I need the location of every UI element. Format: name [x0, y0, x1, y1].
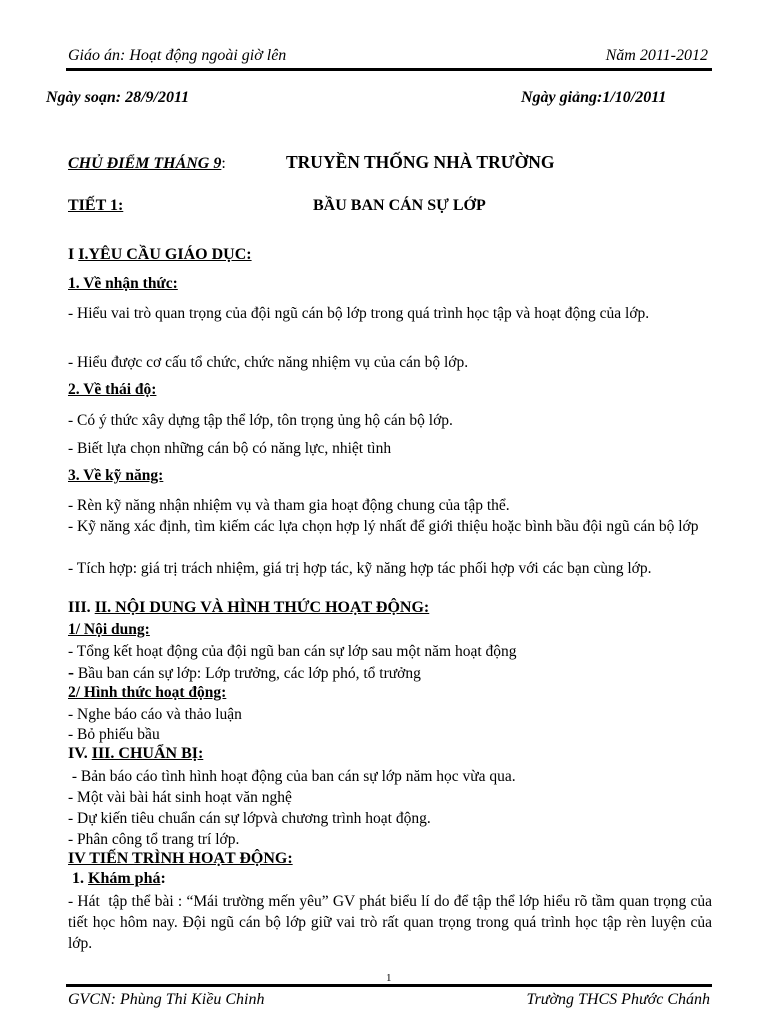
theme-title: TRUYỀN THỐNG NHÀ TRƯỜNG: [286, 152, 555, 172]
content-title: 1/ Nội dung:: [68, 621, 150, 638]
content-line-2: [68, 662, 712, 684]
form-title: 2/ Hình thức hoạt động:: [68, 684, 227, 701]
section2-title: II. NỘI DUNG VÀ HÌNH THỨC HOẠT ĐỘNG:: [94, 599, 430, 616]
section1-title: I.YÊU CẦU GIÁO DỤC:: [78, 246, 252, 263]
form-line-1: - Nghe báo cáo và thảo luận: [68, 706, 242, 723]
footer-right: Trường THCS Phước Chánh: [526, 991, 710, 1008]
footer-left: GVCN: Phùng Thi Kiều Chinh: [68, 991, 265, 1008]
sub2-line-1: - Có ý thức xây dựng tập thể lớp, tôn trọng ủng hộ cán bộ lớp.: [68, 412, 453, 429]
section4-title: IV TIẾN TRÌNH HOẠT ĐỘNG:: [68, 850, 293, 867]
prep-line-4: - Phân công tổ trang trí lớp.: [68, 831, 240, 848]
sub2-line-2: - Biết lựa chọn những cán bộ có năng lực, nhiệt tình: [68, 440, 392, 457]
lesson-label: TIẾT 1:: [68, 197, 124, 214]
taught-date: Ngày giảng:1/10/2011: [521, 89, 667, 106]
content-line-2-text: Bầu ban cán sự lớp: Lớp trưởng, các lớp phó, tổ trưởng: [74, 665, 421, 682]
theme-colon: :: [221, 155, 226, 172]
content-line-1: - Tổng kết hoạt động của đội ngũ ban cán sự lớp sau một năm hoạt động: [68, 643, 517, 660]
sub3-line-3: - Tích hợp: giá trị trách nhiệm, giá trị hợp tác, kỹ năng hợp tác phối hợp với các bạn cùng lớp.: [68, 560, 652, 577]
sub1-line-1: - Hiểu vai trò quan trọng của đội ngũ cán bộ lớp trong quá trình học tập và hoạt động của lớp.: [68, 305, 650, 322]
section1-heading: [68, 246, 252, 264]
section2-prefix: III.: [68, 599, 95, 616]
section3-title: III. CHUẨN BỊ:: [91, 745, 204, 762]
sub3-line-1: - Rèn kỹ năng nhận nhiệm vụ và tham gia hoạt động chung của tập thể.: [68, 497, 510, 514]
sub1-title: 1. Về nhận thức:: [68, 275, 178, 292]
header-rule: [66, 68, 712, 71]
section3-heading: [68, 745, 203, 763]
sub2-title: 2. Về thái độ:: [68, 381, 157, 398]
step-paragraph: - Hát tập thể bài : “Mái trường mến yêu” GV phát biểu lí do để tập thể lớp hiểu rõ tầm quan trọng của tiết học hôm nay. Đội ngũ cán bộ lớp giữ vai trò rất quan trọng trong quá trình học tập rèn luyện của lớp.: [68, 893, 716, 952]
prep-line-3: - Dự kiến tiêu chuẩn cán sự lớpvà chương trình hoạt động.: [68, 810, 431, 827]
section2-heading: [68, 599, 429, 617]
footer-rule: [66, 984, 712, 987]
sub3-title: 3. Về kỹ năng:: [68, 467, 164, 484]
header-left: Giáo án: Hoạt động ngoài giờ lên: [68, 47, 287, 64]
page-number: 1: [386, 972, 392, 984]
sub3-line-2: - Kỹ năng xác định, tìm kiếm các lựa chọn hợp lý nhất để giới thiệu hoặc bình bầu đội ngũ cán bộ lớp: [68, 518, 699, 535]
step-title: Khám phá: [88, 870, 161, 887]
header-right: Năm 2011-2012: [605, 47, 708, 64]
content-line-2-dash: -: [68, 662, 74, 682]
step-colon: :: [160, 870, 166, 887]
theme-label: CHỦ ĐIỂM THÁNG 9: [68, 155, 222, 172]
form-line-2: - Bỏ phiếu bầu: [68, 726, 160, 743]
lesson-title: BẦU BAN CÁN SỰ LỚP: [313, 197, 486, 214]
sub1-line-2: - Hiểu được cơ cấu tổ chức, chức năng nhiệm vụ của cán bộ lớp.: [68, 354, 469, 371]
section3-prefix: IV.: [68, 745, 92, 762]
prep-line-1: - Bản báo cáo tình hình hoạt động của ban cán sự lớp năm học vừa qua.: [68, 768, 516, 785]
section1-prefix: I: [68, 246, 79, 263]
prep-line-2: - Một vài bài hát sinh hoạt văn nghệ: [68, 789, 292, 806]
step-heading: [68, 870, 166, 888]
theme-row: [68, 155, 226, 173]
prepared-date: Ngày soạn: 28/9/2011: [46, 89, 190, 106]
step-number: 1.: [68, 870, 88, 887]
